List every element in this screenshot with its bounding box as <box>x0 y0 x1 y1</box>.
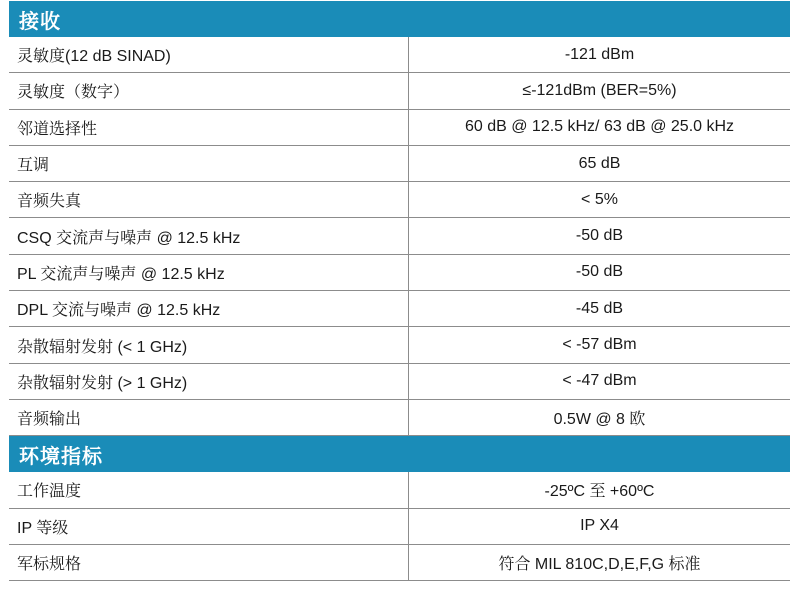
row-label: DPL 交流与噪声 @ 12.5 kHz <box>9 291 409 326</box>
spec-table <box>9 1 790 581</box>
row-label: 互调 <box>9 146 409 181</box>
table-row <box>9 327 790 363</box>
section-header-environment: 环境指标 <box>9 436 790 472</box>
row-value: < 5% <box>581 190 618 208</box>
row-value: -50 dB <box>575 227 624 245</box>
row-label: 军标规格 <box>9 545 409 580</box>
row-label: 工作温度 <box>9 472 409 507</box>
row-label: 灵敏度（数字） <box>9 73 409 108</box>
row-label: PL 交流声与噪声 @ 12.5 kHz <box>9 255 409 290</box>
table-row <box>9 73 790 109</box>
row-value: -25ºC 至 +60ºC <box>544 483 655 501</box>
row-value: IP X4 <box>580 517 619 535</box>
row-label: 灵敏度(12 dB SINAD) <box>9 37 409 72</box>
row-label: CSQ 交流声与噪声 @ 12.5 kHz <box>9 218 409 253</box>
row-label: 音频输出 <box>9 400 409 435</box>
row-value: 65 dB <box>578 154 621 172</box>
row-value: < -57 dBm <box>562 336 637 354</box>
table-row <box>9 37 790 73</box>
row-value: 0.5W @ 8 欧 <box>553 411 646 429</box>
row-value: 60 dB @ 12.5 kHz/ 63 dB @ 25.0 kHz <box>464 118 735 136</box>
row-value: -50 dB <box>575 263 624 281</box>
row-value: 符合 MIL 810C,D,E,F,G 标准 <box>498 556 701 573</box>
table-row <box>9 255 790 291</box>
table-row <box>9 400 790 436</box>
row-value: -121 dBm <box>564 45 635 63</box>
row-value: < -47 dBm <box>562 372 637 390</box>
table-row <box>9 291 790 327</box>
row-value: -45 dB <box>575 299 624 317</box>
row-label: 邻道选择性 <box>9 110 409 145</box>
row-label: 音频失真 <box>9 182 409 217</box>
table-row <box>9 364 790 400</box>
row-label: IP 等级 <box>9 509 409 544</box>
table-row <box>9 182 790 218</box>
table-row <box>9 509 790 545</box>
table-row <box>9 472 790 508</box>
table-row <box>9 146 790 182</box>
row-label: 杂散辐射发射 (> 1 GHz) <box>9 364 409 399</box>
section-header-receive: 接收 <box>9 1 790 37</box>
table-row <box>9 545 790 581</box>
table-row <box>9 218 790 254</box>
row-label: 杂散辐射发射 (< 1 GHz) <box>9 327 409 362</box>
row-value: ≤-121dBm (BER=5%) <box>522 81 677 99</box>
table-row <box>9 110 790 146</box>
